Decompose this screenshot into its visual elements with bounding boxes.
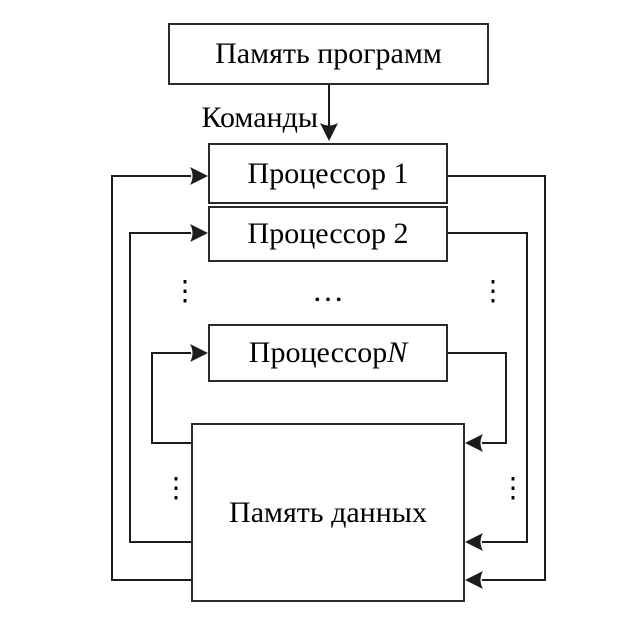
arrowhead-right-into-procn [190, 344, 208, 362]
arrowhead-right-into-proc2 [190, 224, 208, 242]
vertical-ellipsis-right-processors: ⋮ [479, 274, 507, 307]
commands-label: Команды [201, 101, 318, 134]
processor-2-box [208, 206, 448, 262]
arrowhead-left-into-datamem-mid [465, 533, 483, 551]
vertical-ellipsis-left-processors: ⋮ [171, 274, 199, 307]
vertical-ellipsis-right-datamemory: ⋮ [499, 471, 527, 504]
processor-n-box [208, 324, 448, 382]
processor-n-label-prefix: Процессор [248, 336, 388, 369]
horizontal-ellipsis-processors: … [312, 272, 344, 308]
data-memory-box [191, 423, 465, 602]
data-memory-label: Память данных [229, 495, 427, 529]
program-memory-box [168, 23, 489, 85]
processor-n-label-suffix: N [387, 336, 408, 369]
processor-2-label: Процессор 2 [247, 217, 409, 250]
vertical-ellipsis-left-datamemory: ⋮ [162, 471, 190, 504]
program-memory-label: Память программ [215, 37, 442, 70]
processor-1-label: Процессор 1 [247, 156, 409, 190]
arrowhead-left-into-datamem-top [465, 434, 483, 452]
feedback-line-left-procn [152, 353, 191, 443]
processor-1-box [208, 143, 448, 204]
arrowhead-left-into-datamem-bottom [465, 571, 483, 589]
arrowhead-right-into-proc1 [190, 167, 208, 185]
arrowhead-down-into-proc1 [320, 123, 338, 141]
